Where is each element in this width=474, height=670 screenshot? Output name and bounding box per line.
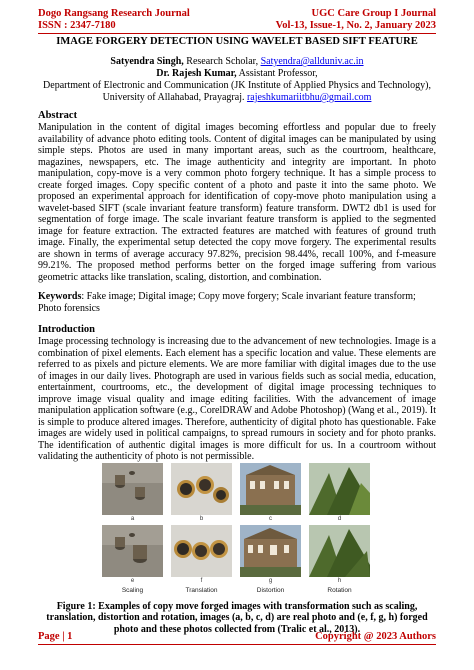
- page-number: Page | 1: [38, 631, 73, 642]
- panel-label-b: b: [199, 515, 204, 522]
- figure-panel-b-image: [171, 463, 232, 515]
- panel-label-f: f: [200, 577, 203, 584]
- footer: [38, 631, 436, 642]
- footer-rule: [38, 644, 436, 645]
- figure-panel-f-image: [171, 525, 232, 577]
- panel-label-a: a: [130, 515, 135, 522]
- author-1-name: Satyendra Singh,: [110, 56, 184, 67]
- affiliation: [38, 80, 436, 104]
- figure-caption: Figure 1: Examples of copy move forged images with transformation such as scaling, translation, distortion and rotation, images (a, b, c, d) are real photo and (e, f, g, h) forged photo and these photos collected from (Tralic et al., 2013).: [46, 600, 428, 635]
- header-rule: [38, 33, 436, 34]
- journal-group: UGC Care Group I Journal: [311, 8, 436, 19]
- author-2-role: Assistant Professor,: [236, 68, 318, 79]
- keywords-text: : Fake image; Digital image; Copy move forgery; Scale invariant feature transform; Photo forensics: [38, 291, 416, 314]
- figure-panel-h-image: [309, 525, 370, 577]
- header-row-1: [38, 8, 436, 20]
- column-label-rotation: Rotation: [327, 586, 352, 594]
- author-2-email-link[interactable]: rajeshkumariitbhu@gmail.com: [246, 92, 372, 103]
- affiliation-text: Department of Electronic and Communication (JK Institute of Applied Physics and Technology), University of Allahabad, Prayagraj.: [43, 80, 431, 103]
- copyright: Copyright @ 2023 Authors: [315, 631, 436, 642]
- column-label-distortion: Distortion: [256, 586, 285, 594]
- page: [38, 8, 436, 649]
- figure-panel-e-image: [102, 525, 163, 577]
- abstract-text: Manipulation in the content of digital images becoming effortless and popular due to freely availability of advance photo editing tools. Content of digital images can be manipulated by using simple steps. Photos are used in many important areas, such as the courtroom, healthcare, magazines, newspapers, etc. The image authenticity and integrity are important. In photo manipulation, copy-move is a very common photo forgery technique. It has a simple process to create forged images. Copy specific content of a photo and paste it into the same photo. We proposed an experimental approach for identification of copy-move photo manipulation using a wavelet-based SIFT (scale invariant feature transform) feature transform. DWT2 db1 is used for segmentation of forge image. The scale invariant feature transform is applied to the segmented image for feature extraction. The extracted features are matched with features of ground truth image. Finally, the experimental setup detected the copy move forgery. The experimental results are shown in terms of average accuracy 97.82%, precision 98.44%, recall 100%, and f-measure 99.21%. The proposed method performs better on the forged image suffering from various geometric attacks like translation, scaling, distortion, and combination.: [38, 122, 436, 283]
- volume: Vol-13, Issue-1, No. 2, January 2023: [275, 20, 436, 31]
- paper-title: IMAGE FORGERY DETECTION USING WAVELET BASED SIFT FEATURE: [56, 36, 418, 47]
- figure-panel-c-image: [240, 463, 301, 515]
- panel-label-h: h: [337, 577, 342, 584]
- authors-block: [38, 56, 436, 104]
- author-1-email-link[interactable]: Satyendra@allduniv.ac.in: [260, 56, 364, 67]
- panel-label-e: e: [130, 577, 135, 584]
- issn: ISSN : 2347-7180: [38, 20, 116, 31]
- panel-label-d: d: [337, 515, 342, 522]
- journal-name: Dogo Rangsang Research Journal: [38, 8, 190, 19]
- figure-panel-d-image: [309, 463, 370, 515]
- author-1: [38, 56, 436, 68]
- panel-label-g: g: [268, 577, 273, 584]
- introduction-text: Image processing technology is increasing due to the advancement of new technologies. Image is a combination of pixel elements. Each element has a specific location and value. These elements are referred to as pixels and picture elements. We are more familiar with digital images due to the use of images in our daily lives. Photograph are used in various fields such as social media, education, entertainment, courtrooms, etc., the development of digital image processing techniques to improve image visual quality and image editing facilities. With the advancement of image manipulation application software (e.g., CorelDRAW and Adobe Photoshop) (Wang et al., 2019). It is simple to produce altered images. Therefore, authenticity of digital photo has questionable. Fake images are widely used in political campaigns, to spread rumours in society and for photo pranks. The identification of authentic digital images is more difficult for us. In a courtroom without validating the authenticity of photo is not permissible.: [38, 336, 436, 462]
- column-label-translation: Translation: [185, 586, 218, 594]
- column-label-scaling: Scaling: [121, 586, 144, 594]
- panel-label-c: c: [269, 515, 272, 522]
- header-row-2: [38, 20, 436, 32]
- figure-panel-a-image: [102, 463, 163, 515]
- author-2-name: Dr. Rajesh Kumar,: [156, 68, 237, 79]
- introduction-heading: Introduction: [38, 324, 95, 335]
- figure-panel-g-image: [240, 525, 301, 577]
- author-2: [38, 68, 436, 80]
- keywords-label: Keywords: [38, 291, 82, 302]
- author-1-role: Research Scholar,: [183, 56, 261, 67]
- abstract-heading: Abstract: [38, 110, 78, 121]
- keywords: [38, 291, 436, 314]
